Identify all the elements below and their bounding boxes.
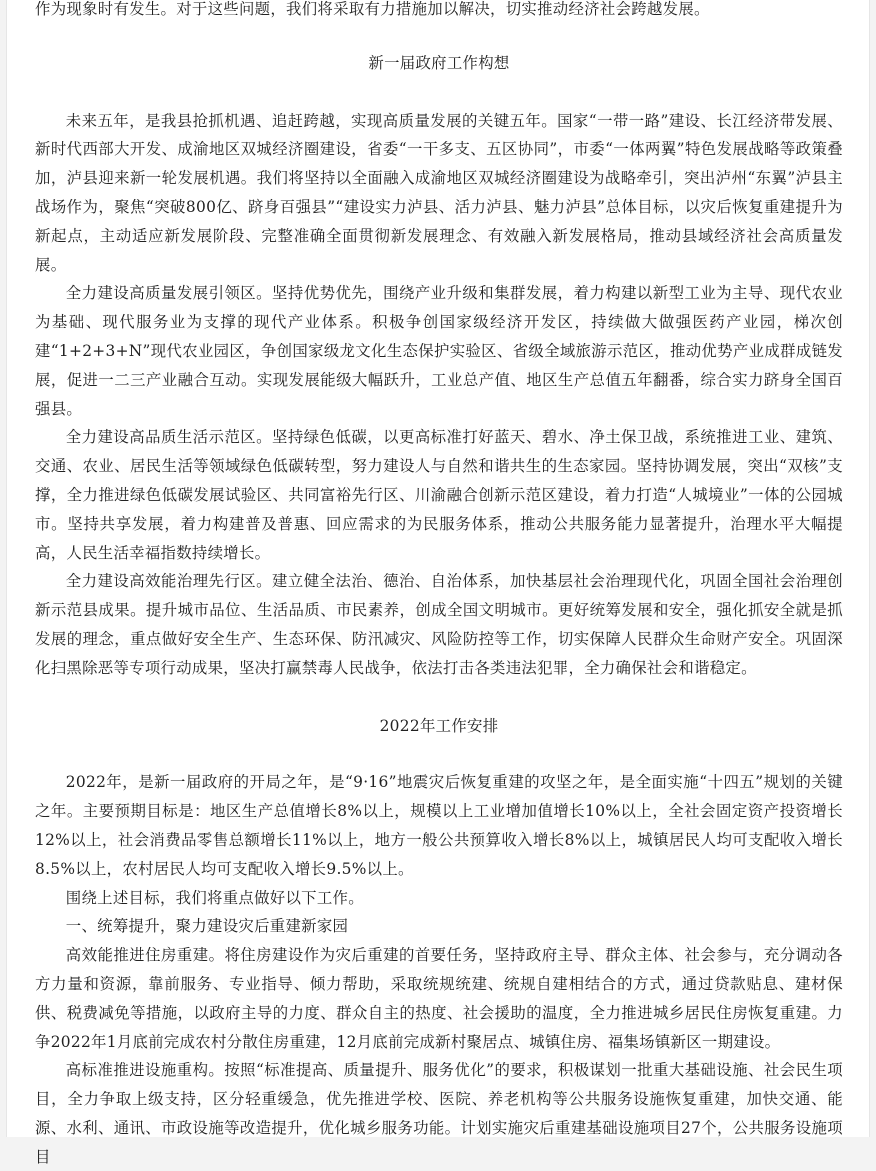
paragraph: 高标准推进设施重构。按照“标准提高、质量提升、服务优化”的要求，积极谋划一批重大基础设施、社会民生项目，全力争取上级支持，区分轻重缓急，优先推进学校、医院、养老机构等公共服务设施恢复重建，加快交通、能源、水利、通讯、市政设施等改造提升，优化城乡服务功能。计划实施灾后重建基础设施项目27个，公共服务设施项目	[35, 1061, 843, 1166]
document-body	[35, 0, 843, 1171]
intro-paragraph-tail: 作为现象时有发生。对于这些问题，我们将采取有力措施加以解决，切实推动经济社会跨越发展。	[35, 0, 710, 18]
paragraph: 全力建设高品质生活示范区。坚持绿色低碳，以更高标准打好蓝天、碧水、净土保卫战，系统推进工业、建筑、交通、农业、居民生活等领域绿色低碳转型，努力建设人与自然和谐共生的生态家园。坚持协调发展，突出“双核”支撑，全力推进绿色低碳发展试验区、共同富裕先行区、川渝融合创新示范区建设，着力打造“人城境业”一体的公园城市。坚持共享发展，着力构建普及普惠、回应需求的为民服务体系，推动公共服务能力显著提升，治理水平大幅提高，人民生活幸福指数持续增长。	[35, 428, 843, 562]
subsection-heading: 一、统筹提升，聚力建设灾后重建新家园	[65, 917, 349, 936]
section-heading-2022-plan: 2022年工作安排	[379, 716, 499, 735]
document-page	[6, 0, 870, 1166]
paragraph: 高效能推进住房重建。将住房建设作为灾后重建的首要任务，坚持政府主导、群众主体、社会参与，充分调动各方力量和资源，靠前服务、专业指导、倾力帮助，采取统规统建、统规自建相结合的方式，通过贷款贴息、建材保供、税费减免等措施，以政府主导的力度、群众自主的热度、社会援助的温度，全力推进城乡居民住房恢复重建。力争2022年1月底前完成农村分散住房重建，12月底前完成新村聚居点、城镇住房、福集场镇新区一期建设。	[35, 946, 843, 1051]
section-heading-vision: 新一届政府工作构想	[368, 53, 510, 72]
paragraph: 全力建设高效能治理先行区。建立健全法治、德治、自治体系，加快基层社会治理现代化，巩固全国社会治理创新示范县成果。提升城市品位、生活品质、市民素养，创成全国文明城市。更好统筹发展和安全，强化抓安全就是抓发展的理念，重点做好安全生产、生态环保、防汛减灾、风险防控等工作，切实保障人民群众生命财产安全。巩固深化扫黑除恶等专项行动成果，坚决打赢禁毒人民战争，依法打击各类违法犯罪，全力确保社会和谐稳定。	[35, 572, 843, 677]
paragraph: 围绕上述目标，我们将重点做好以下工作。	[65, 888, 364, 907]
paragraph: 未来五年，是我县抢抓机遇、追赶跨越，实现高质量发展的关键五年。国家“一带一路”建设、长江经济带发展、新时代西部大开发、成渝地区双城经济圈建设，省委“一干多支、五区协同”，市委“一体两翼”特色发展战略等政策叠加，泸县迎来新一轮发展机遇。我们将坚持以全面融入成渝地区双城经济圈建设为战略牵引，突出泸州“东翼”泸县主战场作为，聚焦“突破800亿、跻身百强县”“建设实力泸县、活力泸县、魅力泸县”总体目标，以灾后恢复重建提升为新起点，主动适应新发展阶段、完整准确全面贯彻新发展理念、有效融入新发展格局，推动县域经济社会高质量发展。	[35, 111, 843, 274]
paragraph: 全力建设高质量发展引领区。坚持优势优先，围绕产业升级和集群发展，着力构建以新型工业为主导、现代农业为基础、现代服务业为支撑的现代产业体系。积极争创国家级经济开发区，持续做大做强医药产业园，梯次创建“1+2+3+N”现代农业园区，争创国家级龙文化生态保护实验区、省级全域旅游示范区，推动优势产业成群成链发展，促进一二三产业融合互动。实现发展能级大幅跃升，工业总产值、地区生产总值五年翻番，综合实力跻身全国百强县。	[35, 284, 843, 418]
paragraph: 2022年，是新一届政府的开局之年，是“9·16”地震灾后恢复重建的攻坚之年，是全面实施“十四五”规划的关键之年。主要预期目标是：地区生产总值增长8%以上，规模以上工业增加值增长10%以上，全社会固定资产投资增长12%以上，社会消费品零售总额增长11%以上，地方一般公共预算收入增长8%以上，城镇居民人均可支配收入增长8.5%以上，农村居民人均可支配收入增长9.5%以上。	[35, 773, 843, 878]
